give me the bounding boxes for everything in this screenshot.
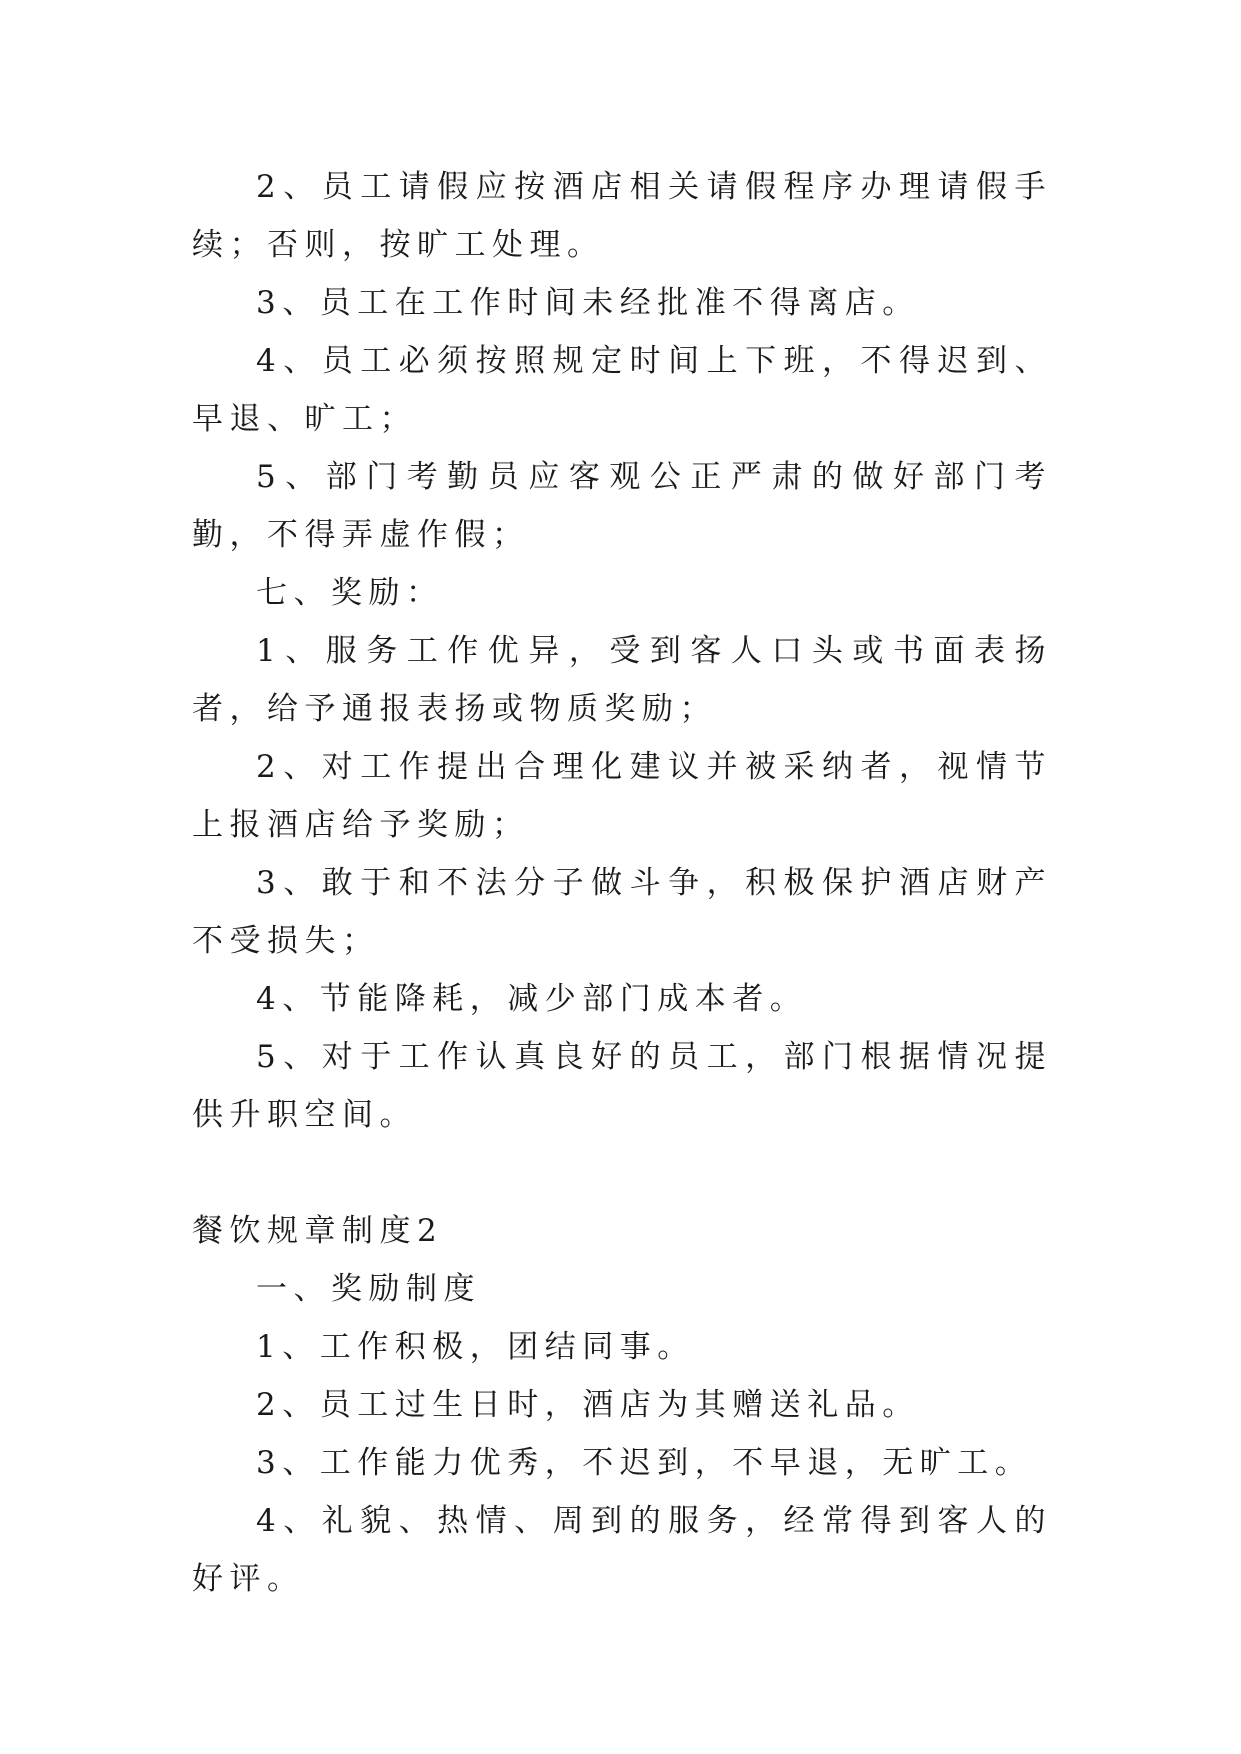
document-body bbox=[192, 158, 1052, 1608]
doc2-section-heading: 一、奖励制度 bbox=[256, 1271, 481, 1307]
doc2-title: 餐饮规章制度2 bbox=[192, 1213, 444, 1249]
doc2-item-2: 2、员工过生日时，酒店为其赠送礼品。 bbox=[256, 1387, 920, 1423]
reward-item-2: 2、对工作提出合理化建议并被采纳者，视情节上报酒店给予奖励； bbox=[192, 749, 1052, 843]
reward-item-5: 5、对于工作认真良好的员工，部门根据情况提供升职空间。 bbox=[192, 1039, 1052, 1133]
reward-item-4: 4、节能降耗，减少部门成本者。 bbox=[256, 981, 808, 1017]
doc2-item-3: 3、工作能力优秀，不迟到，不早退，无旷工。 bbox=[256, 1445, 1033, 1481]
reward-item-1: 1、服务工作优异，受到客人口头或书面表扬者，给予通报表扬或物质奖励； bbox=[192, 633, 1052, 727]
section-gap bbox=[192, 1144, 1052, 1202]
reward-heading: 七、奖励： bbox=[256, 575, 444, 611]
paragraph-attendance-clerk: 5、部门考勤员应客观公正严肃的做好部门考勤，不得弄虚作假； bbox=[192, 459, 1052, 553]
reward-item-3: 3、敢于和不法分子做斗争，积极保护酒店财产不受损失； bbox=[192, 865, 1052, 959]
paragraph-working-hours: 4、员工必须按照规定时间上下班，不得迟到、早退、旷工； bbox=[192, 343, 1052, 437]
doc2-item-1: 1、工作积极，团结同事。 bbox=[256, 1329, 695, 1365]
doc2-item-4: 4、礼貌、热情、周到的服务，经常得到客人的好评。 bbox=[192, 1503, 1052, 1597]
paragraph-no-leaving: 3、员工在工作时间未经批准不得离店。 bbox=[256, 285, 920, 321]
paragraph-leave-procedure: 2、员工请假应按酒店相关请假程序办理请假手续；否则，按旷工处理。 bbox=[192, 169, 1052, 263]
